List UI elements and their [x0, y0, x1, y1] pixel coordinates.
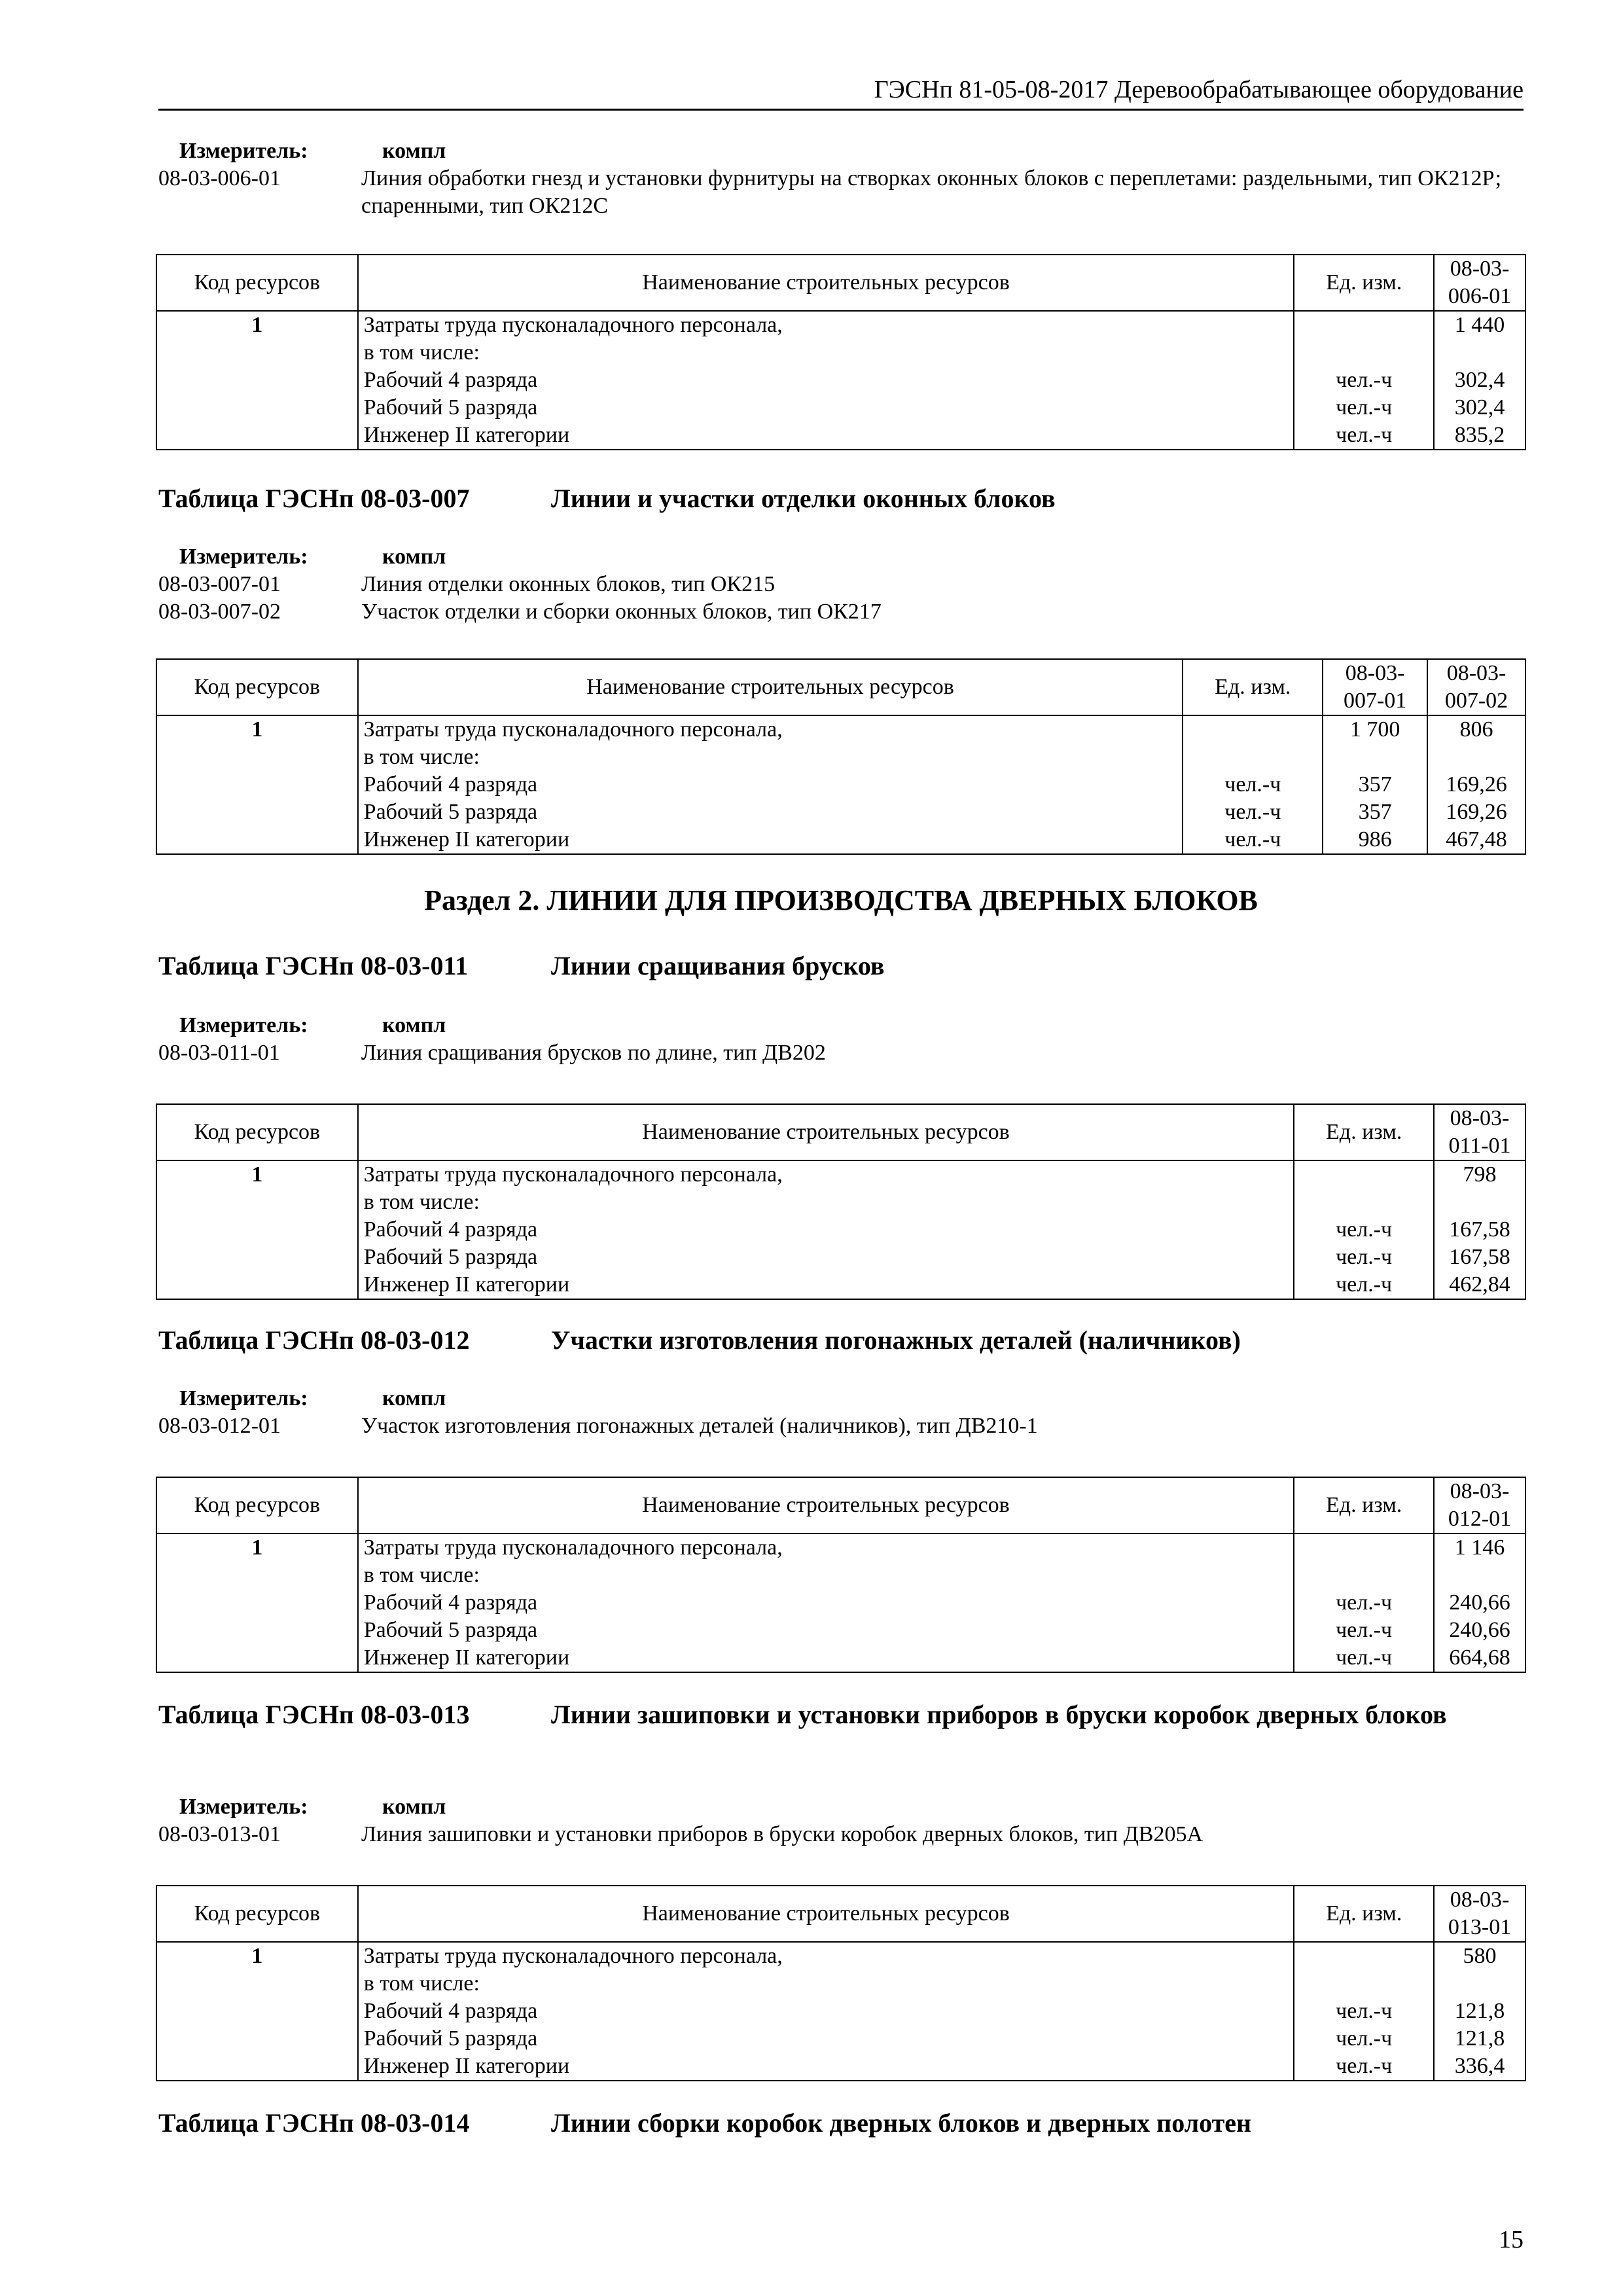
resource-name: в том числе: [363, 1563, 480, 1587]
col-name-header: Наименование строительных ресурсов [358, 1477, 1294, 1534]
resource-name: Рабочий 5 разряда [363, 800, 538, 824]
meter-label: Измеритель: [179, 545, 308, 569]
item-code: 08-03-006-01 [158, 166, 281, 190]
col-code-header: Код ресурсов [156, 659, 358, 715]
meter-block-5 [158, 1793, 1547, 1848]
resource-name: Затраты труда пусконаладочного персонала, [363, 717, 783, 742]
resources-table-011 [156, 1103, 1526, 1300]
unit: чел.-ч [1336, 395, 1393, 420]
section-title: Раздел 2. ЛИНИИ ДЛЯ ПРОИЗВОДСТВА ДВЕРНЫХ БЛОКОВ [424, 884, 1258, 916]
resource-name: Затраты труда пусконаладочного персонала, [363, 1944, 783, 1968]
meter-block-1 [158, 137, 1547, 220]
col-name-header: Наименование строительных ресурсов [358, 659, 1183, 715]
item-text: Линия отделки оконных блоков, тип ОК215 [361, 572, 776, 596]
resource-name: Рабочий 5 разряда [363, 1618, 538, 1642]
resource-name: Инженер II категории [363, 423, 570, 447]
col-code-header: Код ресурсов [156, 1886, 358, 1942]
item-code: 08-03-007-01 [158, 572, 281, 596]
meter-value: компл [382, 1013, 446, 1037]
value-cell: 357 [1358, 800, 1392, 824]
meter-label: Измеритель: [179, 1795, 308, 1819]
unit: чел.-ч [1336, 1272, 1393, 1297]
resource-name: Рабочий 4 разряда [363, 1999, 538, 2023]
col-unit-header: Ед. изм. [1183, 659, 1323, 715]
value-cell: 169,26 [1446, 800, 1507, 824]
resource-name: Инженер II категории [363, 1272, 570, 1297]
resource-code: 1 [156, 1160, 358, 1299]
meter-value: компл [382, 139, 446, 163]
unit: чел.-ч [1336, 1645, 1393, 1670]
unit: чел.-ч [1336, 1245, 1393, 1269]
resource-name: в том числе: [363, 340, 480, 365]
table-name: Линии сращивания брусков [551, 951, 885, 980]
resources-table-007 [156, 658, 1526, 855]
item-code: 08-03-012-01 [158, 1414, 281, 1438]
value-cell: 302,4 [1454, 368, 1505, 392]
unit: чел.-ч [1336, 423, 1393, 447]
unit: чел.-ч [1336, 1999, 1393, 2023]
unit: чел.-ч [1336, 368, 1393, 392]
col-value-header: 08-03-007-02 [1427, 659, 1525, 715]
resource-name: Инженер II категории [363, 827, 570, 852]
unit: чел.-ч [1336, 2054, 1393, 2078]
unit: чел.-ч [1336, 2026, 1393, 2051]
value-cell: 167,58 [1449, 1217, 1510, 1242]
meter-block-2 [158, 543, 1547, 626]
table-row [156, 1942, 1525, 2081]
table-row [156, 715, 1525, 854]
table-row [156, 1160, 1525, 1299]
value-cell: 240,66 [1449, 1618, 1510, 1642]
resource-name: Рабочий 5 разряда [363, 395, 538, 420]
value-cell: 357 [1358, 772, 1392, 797]
resources-table-012 [156, 1477, 1526, 1673]
resource-name: Рабочий 4 разряда [363, 1217, 538, 1242]
meter-label: Измеритель: [179, 1013, 308, 1037]
meter-label: Измеритель: [179, 1386, 308, 1410]
resource-name: в том числе: [363, 1971, 480, 1996]
table-title-013 [158, 1698, 1526, 1732]
col-name-header: Наименование строительных ресурсов [358, 255, 1294, 311]
value-cell: 580 [1463, 1944, 1497, 1968]
resource-name: в том числе: [363, 745, 480, 769]
meter-value: компл [382, 1386, 446, 1410]
col-value-header: 08-03-006-01 [1434, 255, 1525, 311]
col-name-header: Наименование строительных ресурсов [358, 1886, 1294, 1942]
item-code: 08-03-011-01 [158, 1041, 280, 1065]
table-title-014 [158, 2106, 1526, 2140]
unit: чел.-ч [1224, 772, 1281, 797]
value-cell: 798 [1463, 1162, 1497, 1187]
value-cell: 806 [1459, 717, 1493, 742]
value-cell: 302,4 [1454, 395, 1505, 420]
col-unit-header: Ед. изм. [1294, 1104, 1434, 1160]
page-number: 15 [1499, 2226, 1524, 2253]
unit: чел.-ч [1224, 800, 1281, 824]
unit: чел.-ч [1336, 1618, 1393, 1642]
table-name: Линии сборки коробок дверных блоков и дверных полотен [551, 2108, 1252, 2138]
item-code: 08-03-007-02 [158, 600, 281, 624]
unit: чел.-ч [1336, 1590, 1393, 1615]
table-number: Таблица ГЭСНп 08-03-012 [158, 1325, 470, 1355]
table-title-012 [158, 1323, 1526, 1357]
table-row [156, 311, 1525, 450]
value-cell: 240,66 [1449, 1590, 1510, 1615]
col-unit-header: Ед. изм. [1294, 1886, 1434, 1942]
table-title-007 [158, 482, 1526, 516]
col-value-header: 08-03-012-01 [1434, 1477, 1525, 1534]
resource-code: 1 [156, 1942, 358, 2081]
item-text: Линия сращивания брусков по длине, тип ДВ202 [361, 1041, 826, 1065]
value-cell: 169,26 [1446, 772, 1507, 797]
unit: чел.-ч [1224, 827, 1281, 852]
value-cell: 167,58 [1449, 1245, 1510, 1269]
value-cell: 986 [1358, 827, 1392, 852]
meter-label: Измеритель: [179, 139, 308, 163]
resource-name: в том числе: [363, 1190, 480, 1214]
unit: чел.-ч [1336, 1217, 1393, 1242]
resource-name: Инженер II категории [363, 1645, 570, 1670]
value-cell: 664,68 [1449, 1645, 1510, 1670]
value-cell: 1 146 [1454, 1535, 1505, 1560]
table-name: Линии и участки отделки оконных блоков [551, 484, 1056, 513]
value-cell: 121,8 [1454, 2026, 1505, 2051]
value-cell: 1 440 [1454, 313, 1505, 337]
resource-name: Рабочий 4 разряда [363, 1590, 538, 1615]
resource-name: Инженер II категории [363, 2054, 570, 2078]
meter-value: компл [382, 1795, 446, 1819]
col-name-header: Наименование строительных ресурсов [358, 1104, 1294, 1160]
item-text: Участок изготовления погонажных деталей (наличников), тип ДВ210-1 [361, 1414, 1038, 1438]
table-number: Таблица ГЭСНп 08-03-007 [158, 484, 470, 513]
resource-code: 1 [156, 311, 358, 450]
meter-value: компл [382, 545, 446, 569]
resource-code: 1 [156, 715, 358, 854]
col-unit-header: Ед. изм. [1294, 1477, 1434, 1534]
table-number: Таблица ГЭСНп 08-03-011 [158, 951, 469, 980]
resources-table-006 [156, 254, 1526, 450]
resource-name: Затраты труда пусконаладочного персонала, [363, 313, 783, 337]
resource-name: Рабочий 5 разряда [363, 2026, 538, 2051]
item-text: Линия зашиповки и установки приборов в бруски коробок дверных блоков, тип ДВ205А [361, 1822, 1204, 1846]
value-cell: 121,8 [1454, 1999, 1505, 2023]
resource-code: 1 [156, 1534, 358, 1672]
col-value-header: 08-03-007-01 [1323, 659, 1427, 715]
resource-name: Рабочий 4 разряда [363, 772, 538, 797]
item-text: Участок отделки и сборки оконных блоков, тип ОК217 [361, 600, 882, 624]
table-number: Таблица ГЭСНп 08-03-013 [158, 1700, 470, 1729]
resource-name: Затраты труда пусконаладочного персонала, [363, 1535, 783, 1560]
table-title-011 [158, 949, 1526, 983]
col-code-header: Код ресурсов [156, 1477, 358, 1534]
table-name: Участки изготовления погонажных деталей (наличников) [551, 1325, 1241, 1355]
value-cell: 462,84 [1449, 1272, 1510, 1297]
resource-name: Затраты труда пусконаладочного персонала, [363, 1162, 783, 1187]
resources-table-013 [156, 1885, 1526, 2081]
table-row [156, 1534, 1525, 1672]
col-unit-header: Ед. изм. [1294, 255, 1434, 311]
col-value-header: 08-03-011-01 [1434, 1104, 1525, 1160]
value-cell: 1 700 [1349, 717, 1400, 742]
meter-block-4 [158, 1385, 1547, 1440]
item-text: Линия обработки гнезд и установки фурнитуры на створках оконных блоков с переплетами: раздельными, тип ОК212Р; спаренными, тип ОК212С [361, 166, 1502, 218]
item-code: 08-03-013-01 [158, 1822, 281, 1846]
meter-block-3 [158, 1012, 1547, 1067]
table-name: Линии зашиповки и установки приборов в бруски коробок дверных блоков [551, 1700, 1447, 1729]
table-number: Таблица ГЭСНп 08-03-014 [158, 2108, 470, 2138]
resource-name: Рабочий 4 разряда [363, 368, 538, 392]
col-code-header: Код ресурсов [156, 1104, 358, 1160]
col-code-header: Код ресурсов [156, 255, 358, 311]
value-cell: 336,4 [1454, 2054, 1505, 2078]
value-cell: 467,48 [1446, 827, 1507, 852]
col-value-header: 08-03-013-01 [1434, 1886, 1525, 1942]
page-header: ГЭСНп 81-05-08-2017 Деревообрабатывающее оборудование [158, 73, 1524, 111]
resource-name: Рабочий 5 разряда [363, 1245, 538, 1269]
value-cell: 835,2 [1454, 423, 1505, 447]
